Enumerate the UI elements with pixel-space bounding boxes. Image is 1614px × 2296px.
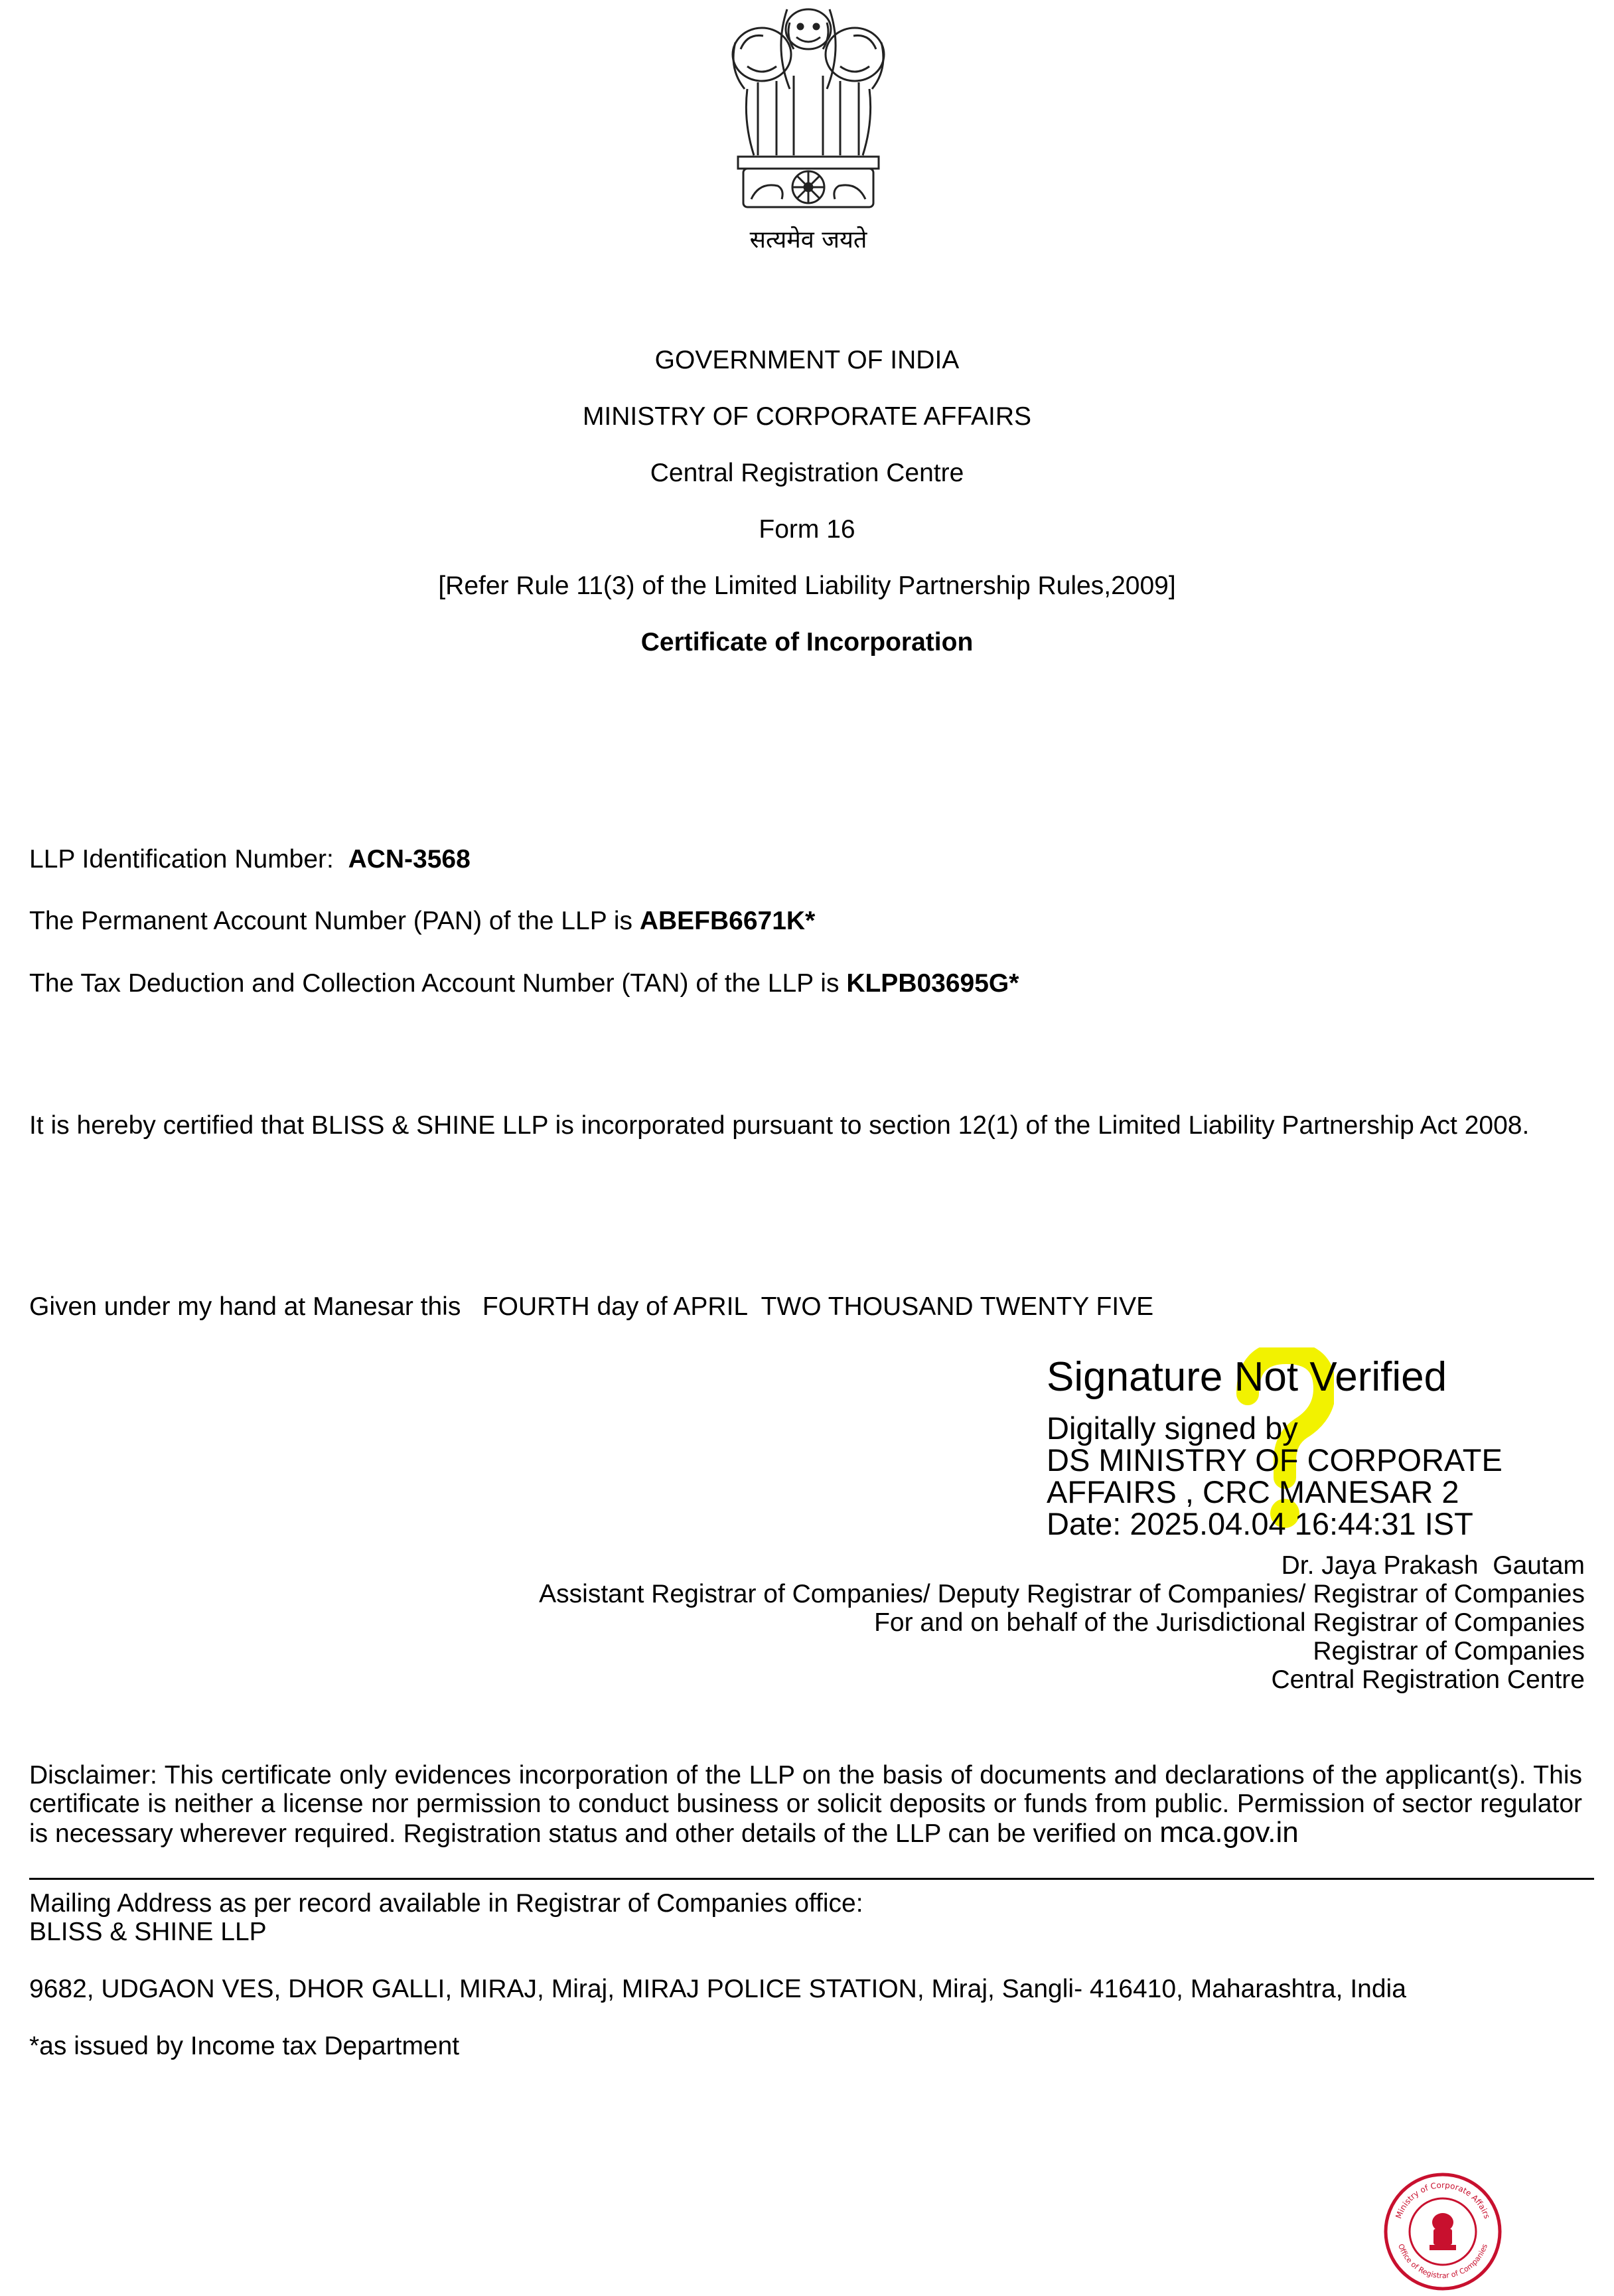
header-ministry: MINISTRY OF CORPORATE AFFAIRS xyxy=(582,402,1032,431)
national-emblem xyxy=(721,3,896,222)
pan-row xyxy=(29,907,815,936)
mailing-heading: Mailing Address as per record available in Registrar of Companies office: xyxy=(29,1889,863,1918)
registrar-centre: Central Registration Centre xyxy=(1271,1665,1585,1694)
registrar-designation: Assistant Registrar of Companies/ Deputy Registrar of Companies/ Registrar of Companies xyxy=(539,1580,1585,1608)
llpin-label: LLP Identification Number: xyxy=(29,845,334,874)
header-rule-reference: [Refer Rule 11(3) of the Limited Liability Partnership Rules,2009] xyxy=(438,572,1176,600)
seal-top-text: Ministry of Corporate Affairs xyxy=(1394,2180,1492,2220)
header-government: GOVERNMENT OF INDIA xyxy=(654,346,960,374)
header-form: Form 16 xyxy=(759,515,855,544)
signature-signer-line1: DS MINISTRY OF CORPORATE xyxy=(1047,1442,1503,1478)
tan-label: The Tax Deduction and Collection Account Number (TAN) of the LLP is xyxy=(29,969,840,998)
llpin-row xyxy=(29,845,471,874)
mca-seal xyxy=(1382,2171,1504,2293)
registrar-name: Dr. Jaya Prakash Gautam xyxy=(1281,1551,1585,1580)
signature-date: Date: 2025.04.04 16:44:31 IST xyxy=(1047,1506,1473,1541)
emblem-motto: सत्यमेव जयते xyxy=(749,226,867,254)
mailing-address: 9682, UDGAON VES, DHOR GALLI, MIRAJ, Miraj, MIRAJ POLICE STATION, Miraj, Sangli- 416410, Maharashtra, India xyxy=(29,1975,1406,2003)
signature-status: Signature Not Verified xyxy=(1047,1354,1447,1400)
given-under-hand: Given under my hand at Manesar this FOURTH day of APRIL TWO THOUSAND TWENTY FIVE xyxy=(29,1292,1154,1321)
disclaimer-link[interactable]: mca.gov.in xyxy=(1159,1816,1299,1849)
llpin-value: ACN-3568 xyxy=(348,845,471,874)
signature-signed-by: Digitally signed by xyxy=(1047,1411,1298,1446)
pan-value: ABEFB6671K* xyxy=(639,907,816,935)
certificate-title: Certificate of Incorporation xyxy=(640,628,974,656)
tan-row xyxy=(29,969,1019,998)
disclaimer xyxy=(29,1761,1582,1848)
registrar-office: Registrar of Companies xyxy=(1313,1637,1585,1665)
signature-signer-line2: AFFAIRS , CRC MANESAR 2 xyxy=(1047,1474,1459,1509)
certification-text: It is hereby certified that BLISS & SHINE LLP is incorporated pursuant to section 12(1) of the Limited Liability Partnership Act 2008. xyxy=(29,1111,1530,1140)
tan-value: KLPB03695G* xyxy=(846,969,1019,998)
section-divider xyxy=(29,1878,1594,1880)
disclaimer-text: Disclaimer: This certificate only evidences incorporation of the LLP on the basis of documents and declarations of the applicant(s). This certificate is neither a license nor permission to conduct business or solicit deposits or funds from public. Permission of sector regulator is necessary wherever required. Registration status and other details of the LLP can be verified on xyxy=(29,1761,1582,1848)
seal-bottom-text: Office of Registrar of Companies xyxy=(1396,2242,1489,2281)
header-centre: Central Registration Centre xyxy=(650,459,964,487)
mailing-name: BLISS & SHINE LLP xyxy=(29,1918,267,1946)
pan-tan-footnote: *as issued by Income tax Department xyxy=(29,2032,460,2060)
pan-label: The Permanent Account Number (PAN) of the LLP is xyxy=(29,907,632,935)
registrar-behalf: For and on behalf of the Jurisdictional Registrar of Companies xyxy=(874,1608,1585,1637)
